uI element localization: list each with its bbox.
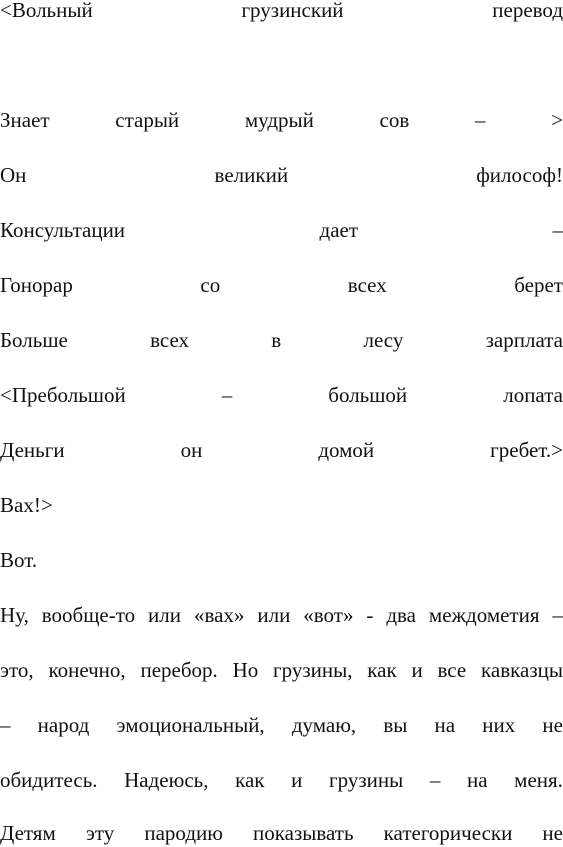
word: перевод [492,0,563,22]
word: и [411,658,423,682]
word: дает [319,218,359,242]
word: народ [37,713,90,737]
poem-line [0,436,563,464]
word: Но [232,658,259,682]
word: – [474,108,486,132]
word: не [542,713,563,737]
word: перебор. [140,658,218,682]
word: – [552,218,563,242]
word: пародию [144,821,223,845]
word: в [271,328,282,352]
word: как [367,658,397,682]
word: показывать [253,821,354,845]
word: Больше [0,328,68,352]
poem-line [0,106,563,134]
word: Надеюсь, [124,768,209,792]
word: – [0,713,11,737]
word: грузинский [241,0,344,22]
word: большой [328,383,408,407]
word: со [200,273,221,297]
paragraph-line [0,656,563,684]
word: - [366,603,374,627]
word: всех [150,328,190,352]
word: это, [0,658,34,682]
word: зарплата [485,328,563,352]
word: или [148,603,182,627]
word: кавказцы [481,658,563,682]
poem-line [0,216,563,244]
word: домой [318,438,375,462]
word: Вот. [0,548,38,572]
paragraph-line [0,601,563,629]
word: думаю, [291,713,357,737]
word: мудрый [244,108,314,132]
word: вы [383,713,408,737]
word: грузины, [273,658,353,682]
word: берет [514,273,563,297]
word: не [542,821,563,845]
word: междометия [428,603,540,627]
word: грузины [329,768,404,792]
word: лесу [363,328,404,352]
poem-line [0,326,563,354]
word: на [466,768,488,792]
word: Детям [0,821,56,845]
word: – [221,383,233,407]
poem-line [0,161,563,189]
word: Ну, [0,603,29,627]
word: конечно, [48,658,126,682]
word: и [291,768,303,792]
word: как [235,768,265,792]
word: категорически [383,821,513,845]
word: Он [0,163,27,187]
word: вообще-то [41,603,136,627]
word: > [551,108,563,132]
word: два [386,603,416,627]
paragraph-line [0,766,563,794]
word: – [429,768,441,792]
word: эту [85,821,115,845]
word: великий [214,163,289,187]
word: или [257,603,291,627]
title-line [0,0,563,24]
word: Консультации [0,218,126,242]
poem-line [0,381,563,409]
short-line [0,546,563,574]
word: философ! [476,163,563,187]
word: Гонорар [0,273,73,297]
word: все [437,658,467,682]
word: всех [347,273,387,297]
word: меня. [514,768,563,792]
word: сов [379,108,410,132]
word: них [482,713,516,737]
word: лопата [503,383,563,407]
paragraph-line [0,819,563,847]
word: он [180,438,203,462]
word: Вах!> [0,493,53,517]
word: «вот» [303,603,354,627]
paragraph-line [0,711,563,739]
word: старый [115,108,180,132]
word: на [434,713,456,737]
word: эмоциональный, [116,713,265,737]
word: – [552,603,563,627]
word: Знает [0,108,50,132]
word: «вах» [193,603,245,627]
word: обидитесь. [0,768,98,792]
short-line [0,491,563,519]
poem-line [0,271,563,299]
word: гребет.> [490,438,563,462]
word: <Пребольшой [0,383,126,407]
word: <Вольный [0,0,93,22]
word: Деньги [0,438,65,462]
